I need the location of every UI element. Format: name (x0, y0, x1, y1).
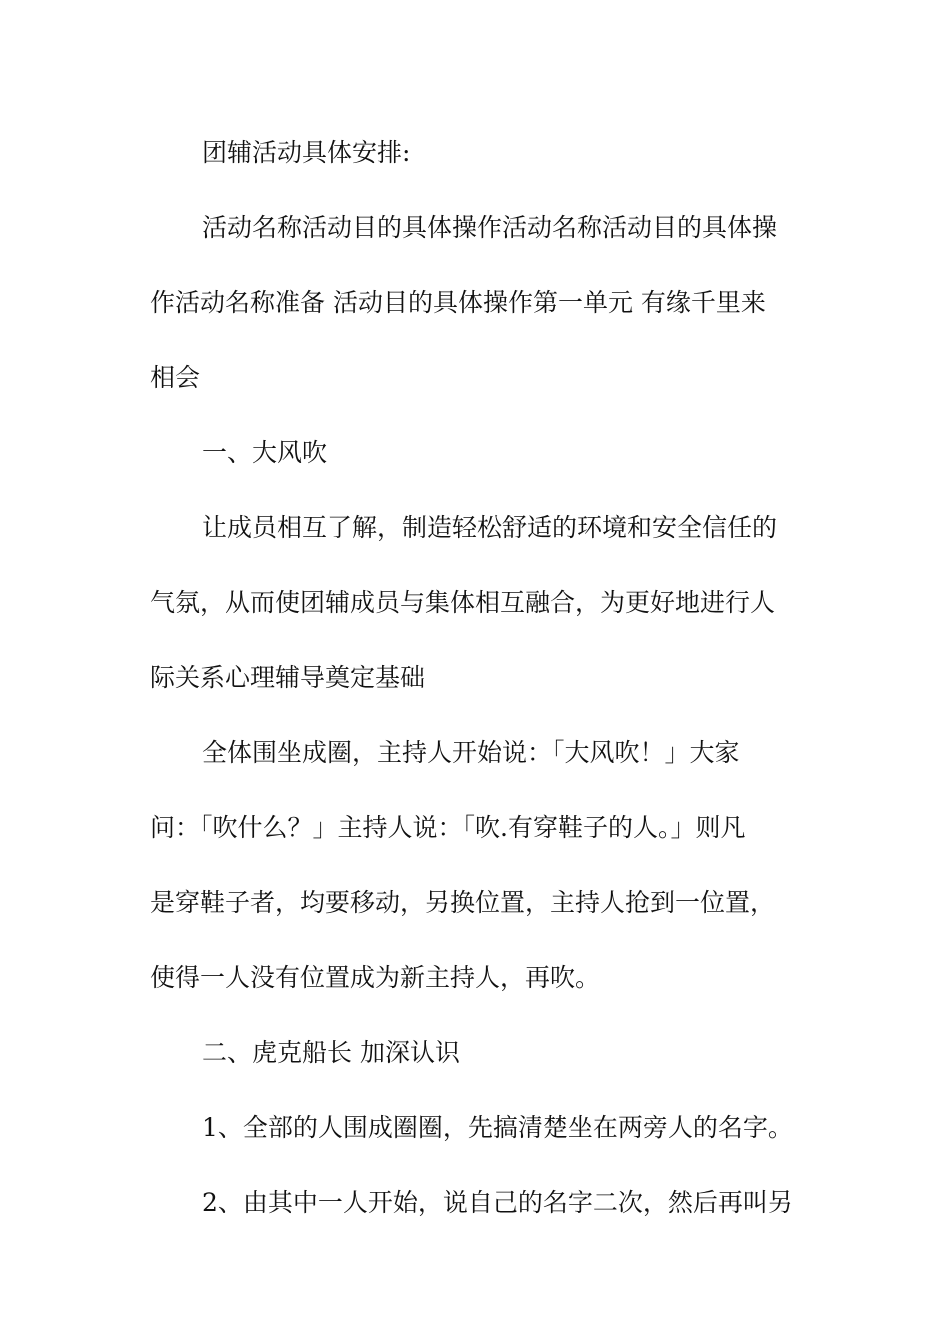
activity-heading-wind-blows (150, 415, 800, 490)
text-line: 际关系心理辅导奠定基础 (150, 663, 426, 692)
text-line: 活动名称活动目的具体操作活动名称活动目的具体操 (202, 213, 778, 242)
activity-procedure-paragraph (150, 715, 800, 1015)
text-line: 作活动名称准备 活动目的具体操作第一单元 有缘千里来 (150, 288, 766, 317)
text-line: 团辅活动具体安排: (202, 138, 411, 167)
text-line: 相会 (150, 363, 201, 392)
text-line: 1、全部的人围成圈圈，先搞清楚坐在两旁人的名字。 (202, 1113, 793, 1142)
text-line: 全体围坐成圈，主持人开始说：「大风吹！」大家 (202, 738, 740, 767)
activity-columns-paragraph (150, 190, 800, 415)
text-line: 让成员相互了解，制造轻松舒适的环境和安全信任的 (202, 513, 778, 542)
text-line: 一、大风吹 (202, 438, 328, 467)
text-line: 2、由其中一人开始，说自己的名字二次，然后再叫另 (202, 1188, 793, 1217)
text-line: 二、虎克船长 加深认识 (202, 1038, 460, 1067)
activity-heading-captain-hook (150, 1015, 800, 1090)
text-line: 气氛，从而使团辅成员与集体相互融合，为更好地进行人 (150, 588, 776, 617)
activity-purpose-paragraph (150, 490, 800, 715)
text-line: 问：「吹什么？」主持人说：「吹.有穿鞋子的人。」则凡 (150, 813, 746, 842)
section-heading-schedule (150, 115, 800, 190)
text-line: 使得一人没有位置成为新主持人，再吹。 (150, 963, 601, 992)
step-2-paragraph (150, 1165, 800, 1240)
step-1-paragraph (150, 1090, 800, 1165)
text-line: 是穿鞋子者，均要移动，另换位置，主持人抢到一位置， (150, 888, 776, 917)
